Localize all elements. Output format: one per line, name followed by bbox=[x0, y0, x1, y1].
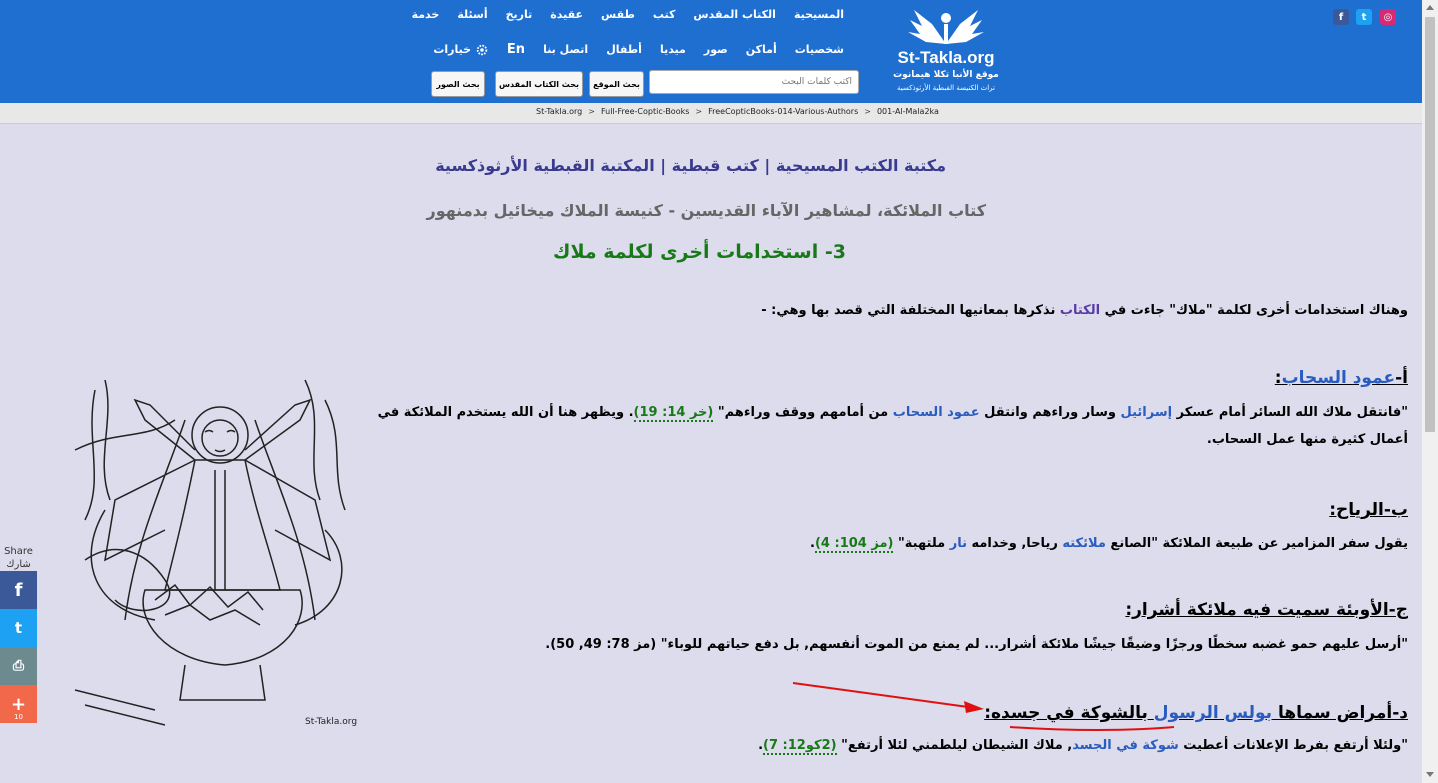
israel-link[interactable]: إسرائيل bbox=[1120, 405, 1173, 420]
pillar-of-cloud-link[interactable]: عمود السحاب bbox=[1281, 368, 1396, 388]
illustration-watermark: St-Takla.org bbox=[305, 717, 358, 727]
breadcrumb-current[interactable]: 001-Al-Mala2ka bbox=[876, 107, 939, 116]
nav-item[interactable]: أسئلة bbox=[457, 8, 488, 21]
scroll-down-icon[interactable] bbox=[1426, 772, 1434, 777]
angel-with-censer-drawing bbox=[55, 360, 375, 750]
breadcrumb-separator: > bbox=[695, 107, 703, 116]
intro-text: وهناك استخدامات أخرى لكلمة "ملاك" جاءت في bbox=[1100, 303, 1408, 318]
nav-item[interactable]: كتب bbox=[652, 8, 676, 21]
breadcrumb-link[interactable]: FreeCopticBooks-014-Various-Authors bbox=[708, 107, 859, 116]
secondary-nav bbox=[433, 42, 844, 57]
thorn-in-flesh-link[interactable]: شوكة في الجسد bbox=[1072, 738, 1179, 753]
twitter-icon[interactable]: t bbox=[1356, 9, 1372, 25]
share-label-en: Share bbox=[4, 546, 33, 557]
nav-item[interactable]: ميديا bbox=[659, 43, 686, 56]
angel-illustration[interactable] bbox=[55, 360, 375, 750]
language-switch[interactable]: En bbox=[506, 42, 526, 57]
options-menu[interactable] bbox=[433, 43, 489, 57]
breadcrumb-bar bbox=[0, 103, 1422, 124]
quote-text: رياحا, وخدامه bbox=[966, 536, 1063, 551]
plus-icon[interactable]: + 10 bbox=[0, 685, 37, 723]
breadcrumb-link[interactable]: St-Takla.org bbox=[536, 107, 583, 116]
quote-text: , ملاك الشيطان ليلطمني لئلا أرتفع" bbox=[836, 738, 1073, 753]
nav-item[interactable]: الكتاب المقدس bbox=[693, 8, 776, 21]
book-title[interactable]: كتاب الملائكة، لمشاهير الآباء القديسين - كنيسة الملاك ميخائيل بدمنهور bbox=[426, 201, 986, 220]
quote-text: "ولئلا أرتفع بفرط الإعلانات أعطيت bbox=[1178, 738, 1408, 753]
facebook-share-icon[interactable]: f bbox=[0, 571, 37, 609]
nav-item[interactable]: اتصل بنا bbox=[543, 43, 589, 56]
share-sidebar bbox=[0, 545, 37, 723]
quote-text: . bbox=[758, 738, 764, 753]
quote-text: . bbox=[810, 536, 815, 551]
top-header-bar bbox=[0, 0, 1422, 103]
bible-link[interactable]: الكتاب bbox=[1059, 303, 1101, 318]
fire-link[interactable]: نار bbox=[949, 536, 967, 551]
site-logo[interactable] bbox=[892, 4, 1000, 99]
section-colon: : bbox=[1274, 368, 1282, 388]
options-label: خيارات bbox=[433, 42, 472, 56]
main-nav bbox=[412, 8, 844, 21]
section-suffix: بالشوكة في جسده: bbox=[984, 703, 1154, 723]
search-images-button[interactable]: بحث الصور bbox=[431, 71, 485, 97]
share-count: 10 bbox=[14, 713, 23, 721]
search-site-button[interactable]: بحث الموقع bbox=[589, 71, 644, 97]
breadcrumb bbox=[536, 107, 939, 116]
breadcrumb-separator: > bbox=[864, 107, 871, 116]
quote-text: . ويظهر هنا أن الله يستخدم الملائكة في bbox=[377, 405, 634, 420]
section-heading-c: ج-الأوبئة سميت فيه ملائكة أشرار: bbox=[1125, 600, 1408, 620]
section-d-quote bbox=[380, 738, 1408, 753]
apostle-paul-link[interactable]: بولس الرسول bbox=[1153, 703, 1273, 723]
section-a-quote-line2: أعمال كثيرة منها عمل السحاب. bbox=[1206, 432, 1408, 447]
nav-item[interactable]: تاريخ bbox=[505, 8, 533, 21]
nav-item[interactable]: طقس bbox=[601, 8, 635, 21]
quote-text: يقول سفر المزامير عن طبيعة الملائكة "الصانع bbox=[1105, 536, 1408, 551]
gear-icon bbox=[475, 43, 489, 57]
pillar-of-cloud-link-2[interactable]: عمود السحاب bbox=[892, 405, 980, 420]
logo-tagline: تراث الكنيسة القبطية الأرثوذكسية bbox=[897, 84, 995, 92]
quote-text: وسار وراءهم وانتقل bbox=[979, 405, 1121, 420]
scroll-up-icon[interactable] bbox=[1426, 5, 1434, 10]
verse-reference-link[interactable]: (2كو12: 7) bbox=[763, 738, 837, 753]
annotation-underline bbox=[1010, 727, 1174, 730]
nav-item[interactable]: صور bbox=[703, 43, 728, 56]
verse-reference-link[interactable]: (مز 104: 4) bbox=[814, 536, 894, 551]
nav-item[interactable]: أطفال bbox=[606, 43, 642, 56]
facebook-icon[interactable]: f bbox=[1333, 9, 1349, 25]
print-icon[interactable]: ⎙ bbox=[0, 647, 37, 685]
logo-wings-icon bbox=[892, 4, 1000, 48]
verse-reference-link[interactable]: (خر 14: 19) bbox=[633, 405, 714, 420]
breadcrumb-link[interactable]: Full-Free-Coptic-Books bbox=[600, 107, 690, 116]
nav-item[interactable]: أماكن bbox=[745, 43, 777, 56]
section-heading-b: ب-الرياح: bbox=[1329, 500, 1408, 520]
instagram-icon[interactable]: ◎ bbox=[1380, 9, 1396, 25]
chapter-title: 3- استخدامات أخرى لكلمة ملاك bbox=[553, 241, 846, 263]
section-heading-d bbox=[900, 703, 1408, 723]
vertical-scrollbar[interactable] bbox=[1422, 0, 1438, 783]
section-heading-a bbox=[1000, 368, 1408, 388]
logo-title: St-Takla.org bbox=[897, 48, 995, 67]
breadcrumb-separator: > bbox=[588, 107, 595, 116]
quote-text: من أمامهم ووقف وراءهم" bbox=[713, 405, 893, 420]
intro-text: نذكرها بمعانيها المختلفة التي قصد بها وهي: - bbox=[761, 303, 1060, 318]
twitter-share-icon[interactable]: t bbox=[0, 609, 37, 647]
logo-subtitle: موقع الأنبا تكلا هيمانوت bbox=[893, 70, 999, 80]
nav-item[interactable]: شخصيات bbox=[794, 43, 844, 56]
library-title[interactable]: مكتبة الكتب المسيحية | كتب قبطية | المكتبة القبطية الأرثوذكسية bbox=[435, 156, 946, 175]
nav-item[interactable]: المسيحية bbox=[793, 8, 844, 21]
angels-link[interactable]: ملائكته bbox=[1062, 536, 1106, 551]
section-prefix: أ- bbox=[1395, 368, 1408, 388]
quote-text: "فانتقل ملاك الله السائر أمام عسكر bbox=[1172, 405, 1408, 420]
nav-item[interactable]: خدمة bbox=[411, 8, 440, 21]
scrollbar-thumb[interactable] bbox=[1425, 17, 1435, 432]
section-prefix: د-أمراض سماها bbox=[1272, 703, 1408, 723]
share-label-ar: شارك bbox=[6, 559, 31, 570]
section-b-quote bbox=[380, 536, 1408, 551]
search-input[interactable] bbox=[649, 70, 859, 94]
section-c-quote: "أرسل عليهم حمو غضبه سخطًا ورجزًا وضيقًا جيشًا ملائكة أشرار... لم يمنع من الموت أنفسهم, بل دفع حياتهم للوباء" (مز 78: 49, 50). bbox=[545, 637, 1408, 652]
intro-paragraph bbox=[420, 303, 1408, 318]
nav-item[interactable]: عقيدة bbox=[550, 8, 584, 21]
section-a-quote bbox=[377, 405, 1408, 420]
quote-text: ملتهبة" bbox=[893, 536, 950, 551]
search-bible-button[interactable]: بحث الكتاب المقدس bbox=[495, 71, 583, 97]
